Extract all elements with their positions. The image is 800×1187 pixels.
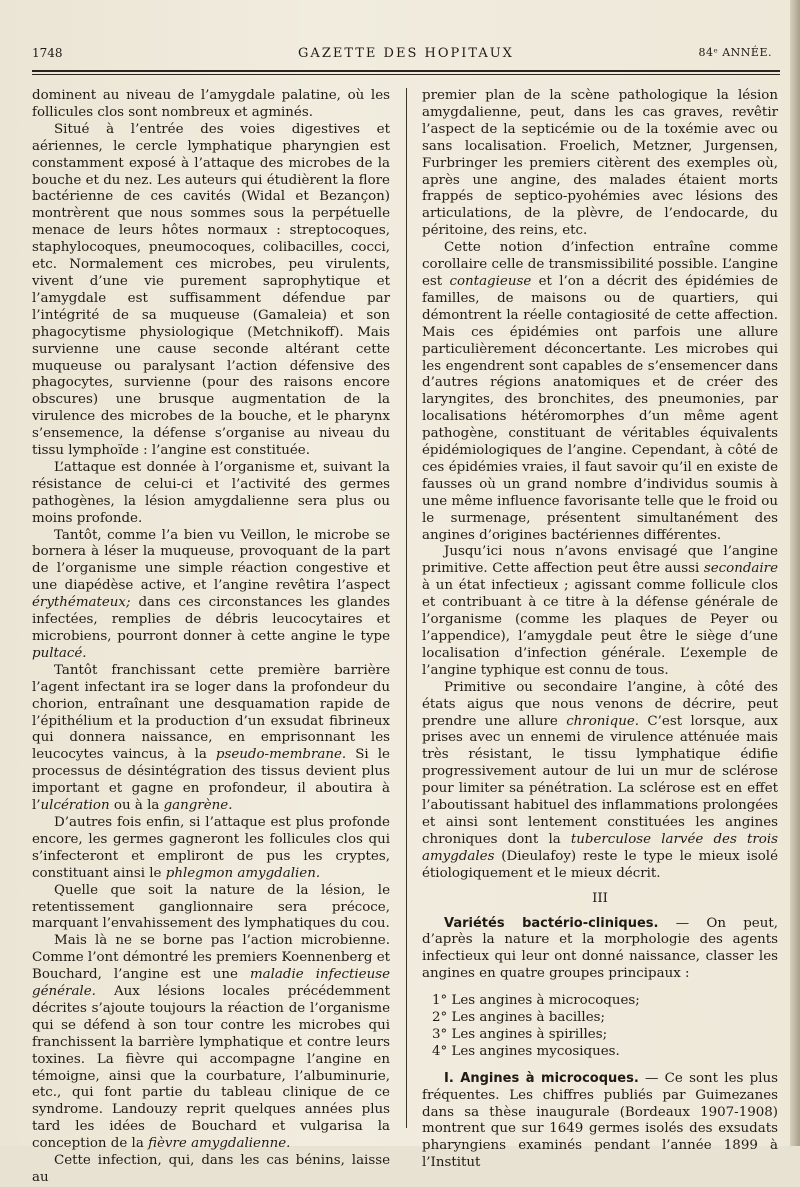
text-run: à un état infectieux ; agissant comme follicule clos et contribuant à ce titre à la défense générale de l’organisme (comme les plaques de Peyer ou l’appendice), l’amygdale peut être le siège d’une localisation d’infection générale. L’exemple de l’angine typhique est connu de tous.	[422, 578, 778, 678]
year-volume: 84ᵉ ANNÉE.	[698, 46, 772, 59]
text-run: Aux lésions locales précédemment décrites s’ajoute toujours la réaction de l’organisme qui se défend à son tour contre les microbes qui franchissent la barrière lymphatique et contre leurs toxines. La fièvre qui accompagne l’angine en témoigne, ainsi que la courbature, l’albuminurie, etc., qui font partie du tableau clinique de ce syndrome. Landouzy reprit quelques années plus tard les idées de Bouchard et vulgarisa la conception de la	[32, 984, 390, 1152]
right-column	[422, 88, 778, 1171]
left-column	[32, 88, 391, 1185]
list-item: 4° Les angines mycosiques.	[432, 1043, 620, 1059]
paragraph	[32, 815, 390, 883]
italic-term: phlegmon amygdalien.	[165, 865, 321, 881]
paragraph	[422, 544, 778, 679]
text-run: Mais là ne se borne pas l’action microbienne. Comme l’ont démontré les premiers Koennenberg et Bouchard, l’angine est une	[32, 933, 390, 983]
page-number: 1748	[32, 46, 63, 60]
italic-term: maladie infectieuse générale.	[32, 967, 391, 1000]
text-run: et l’on a décrit des épidémies de familles, de maisons ou de quartiers, qui démontrent la réelle contagiosité de cette affection. Mais ces épidémies ont parfois une allure particulièrement déconcertante. Les microbes qui les engendrent sont capables de s’ensemencer dans d’autres régions anatomiques et de créer des laryngites, des bronchites, des pneumonies, par localisations hétéromorphes d’un même agent pathogène, constituant de véritables équivalents épidémiologiques de l’angine. Cependant, à côté de ces épidémies vraies, il faut savoir qu’il en existe de fausses où un grand nombre d’individus soumis à une même influence favorisante telle que le froid ou le surmenage, présentent simultanément des angines d’origines bactériennes différentes.	[422, 273, 778, 543]
journal-title: GAZETTE DES HOPITAUX	[298, 46, 514, 61]
italic-term: ulcération	[40, 798, 110, 814]
text-run: C’est lorsque, aux prises avec un ennemi de virulence atténuée mais très résistant, le tissu lymphatique édifie progressivement autour de lui un mur de sclérose pour limiter sa pénétration. La sclérose est en effet l’aboutissant habituel des inflammations prolongées et ainsi sont lentement constituées les angines chroniques dont la	[422, 713, 778, 847]
italic-term: gangrène.	[163, 798, 233, 814]
italic-term: chronique.	[566, 713, 640, 729]
italic-term: secondaire	[703, 561, 778, 577]
paragraph: Cette infection, qui, dans les cas bénins, laisse au	[32, 1153, 390, 1185]
section-heading: III	[592, 890, 608, 906]
text-run: ou à la	[109, 798, 164, 814]
subsection-heading: Variétés bactério-cliniques.	[444, 915, 659, 931]
text-run: Cette notion d’infection entraîne comme corollaire celle de transmissibilité possible. L’angine est	[422, 240, 778, 289]
italic-term: pseudo-membrane.	[215, 747, 347, 763]
subsection-heading: I. Angines à microcoques.	[444, 1070, 639, 1086]
text-run: Tantôt franchissant cette première barrière l’agent infectant ira se loger dans la profondeur du chorion, entraînant une desquamation rapide de l’épithélium et la production d’un exsudat fibrineux qui donnera naissance, en emprisonnant les leucocytes vaincus, à la	[32, 662, 390, 763]
page-header	[32, 40, 780, 66]
paragraph	[32, 933, 390, 1153]
list-item: 2° Les angines à bacilles;	[432, 1010, 606, 1026]
paragraph	[422, 240, 778, 544]
list-item: 3° Les angines à spirilles;	[432, 1026, 608, 1042]
list-item: 1° Les angines à microcoques;	[432, 993, 640, 1009]
paragraph	[32, 663, 390, 815]
header-rule-thin	[32, 74, 780, 75]
paragraph: L’attaque est donnée à l’organisme et, suivant la résistance de celui-ci et l’activité des germes pathogènes, la lésion amygdalienne sera plus ou moins profonde.	[32, 459, 390, 526]
text-run: Tantôt, comme l’a bien vu Veillon, le microbe se bornera à léser la muqueuse, provoquant de la part de l’organisme une simple réaction congestive et une diapédèse active, et l’angine revêtira l’aspect	[32, 527, 390, 594]
paragraph: Situé à l’entrée des voies digestives et aériennes, le cercle lymphatique pharyngien est constamment exposé à l’attaque des microbes de la bouche et du nez. Les auteurs qui étudièrent la flore bactérienne de ces cavités (Widal et Bezançon) montrèrent que nous sommes sous la perpétuelle menace de leurs hôtes normaux : streptocoques, staphylocoques, pneumocoques, colibacilles, cocci, etc. Normalement ces microbes, peu virulents, vivent d’une vie purement saprophytique et l’amygdale est suffisamment défendue par l’intégrité de sa muqueuse (Gamaleia) et son phagocytisme physiologique (Metchnikoff). Mais survienne une cause seconde altérant cette muqueuse ou paralysant l’action défensive des phagocytes, survienne (pour des raisons encore obscures) une brusque augmentation de la virulence des microbes de la bouche, et le pharynx s’ensemence, la défense s’organise au niveau du tissu lymphoïde : l’angine est constituée.	[32, 121, 390, 459]
italic-term: fièvre amygdalienne.	[148, 1136, 291, 1152]
column-divider	[406, 88, 407, 1128]
text-run: (Dieulafoy) reste le type le mieux isolé étiologiquement et le mieux décrit.	[422, 848, 778, 881]
text-run: — On peut, d’après la nature et la morphologie des agents infectieux qui leur ont donné naissance, classer les angines en quatre groupes principaux :	[422, 915, 778, 982]
italic-term: érythémateux;	[32, 595, 131, 611]
paragraph	[422, 916, 778, 984]
text-run: Si le processus de désintégration des tissus devient plus important et gagne en profondeur, il aboutira à l’	[32, 747, 390, 814]
paragraph	[422, 680, 778, 883]
italic-term: pultacé.	[32, 645, 87, 661]
text-run: dans ces circonstances les glandes infectées, remplies de débris leucocytaires et microbiens, pourront donner à cette angine le type	[32, 595, 390, 644]
header-rule-thick	[32, 70, 780, 72]
italic-term: tuberculose larvée des trois amygdales	[422, 831, 778, 864]
paragraph: Quelle que soit la nature de la lésion, le retentissement ganglionnaire sera précoce, marquant l’envahissement des lymphatiques du cou.	[32, 882, 390, 932]
paragraph: dominent au niveau de l’amygdale palatine, où les follicules clos sont nombreux et agminés.	[32, 88, 390, 120]
text-run: Jusqu’ici nous n’avons envisagé que l’angine primitive. Cette affection peut être aussi	[422, 544, 778, 577]
text-run: D’autres fois enfin, si l’attaque est plus profonde encore, les germes gagneront les follicules clos qui s’infecteront et empliront de pus les cryptes, constituant ainsi le	[32, 814, 390, 881]
page-binding-edge	[790, 0, 800, 1146]
text-run: — Ce sont les plus fréquentes. Les chiffres publiés par Guimezanes dans sa thèse inaugurale (Bordeaux 1907-1908) montrent que sur 1649 germes isolés des exsudats pharyngiens examinés pendant l’année 1899 à l’Institut	[422, 1070, 778, 1171]
text-run: Primitive ou secondaire l’angine, à côté des états aigus que nous venons de décrire, peut prendre une allure	[422, 679, 778, 729]
paragraph	[32, 528, 390, 663]
paragraph	[422, 1071, 778, 1172]
paragraph: premier plan de la scène pathologique la lésion amygdalienne, peut, dans les cas graves, revêtir l’aspect de la septicémie ou de la toxémie avec ou sans localisation. Froelich, Metzner, Jurgensen, Furbringer les premiers citèrent des exemples où, après une angine, des malades étaient morts frappés de septico-pyohémies avec lésions des articulations, de la plèvre, de l’endocarde, du péritoine, des reins, etc.	[422, 88, 778, 239]
italic-term: contagieuse	[449, 273, 532, 289]
